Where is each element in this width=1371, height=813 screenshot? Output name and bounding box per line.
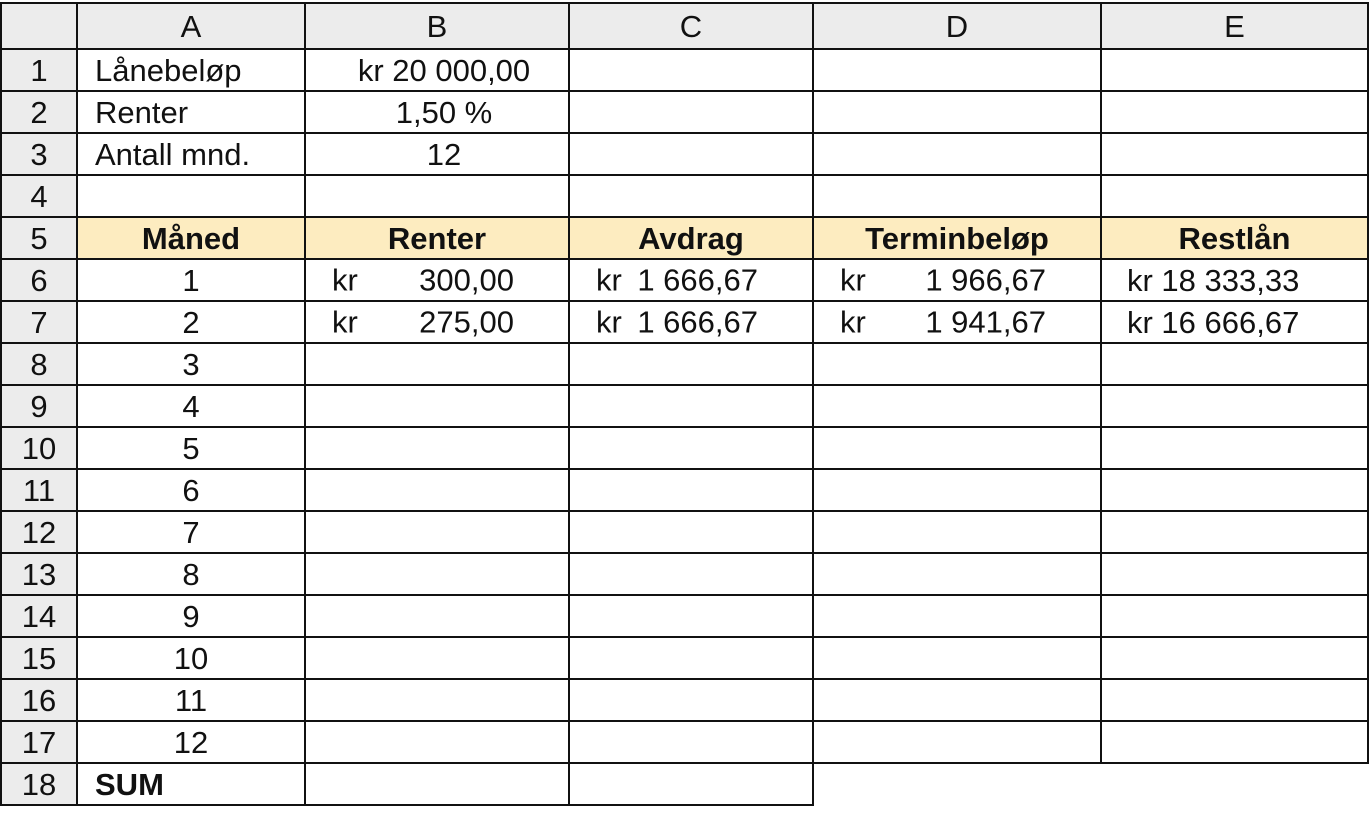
restlan-cell[interactable]: kr 18 333,33 xyxy=(1102,260,1369,302)
empty-cell[interactable] xyxy=(1102,50,1369,92)
empty-cell[interactable] xyxy=(1102,134,1369,176)
row-header-14[interactable]: 14 xyxy=(0,596,78,638)
input-label-cell[interactable]: Antall mnd. xyxy=(78,134,306,176)
terminbelop-amount: 1 966,67 xyxy=(925,262,1046,298)
avdrag-cell[interactable] xyxy=(570,344,814,386)
renter-cell[interactable] xyxy=(306,554,570,596)
row-header-10[interactable]: 10 xyxy=(0,428,78,470)
month-cell[interactable]: 1 xyxy=(78,260,306,302)
sum-label-cell[interactable]: SUM xyxy=(78,764,306,806)
empty-cell[interactable] xyxy=(570,176,814,218)
renter-cell[interactable] xyxy=(306,386,570,428)
empty-cell[interactable] xyxy=(78,176,306,218)
empty-cell[interactable] xyxy=(1102,176,1369,218)
empty-cell[interactable] xyxy=(814,176,1102,218)
avdrag-cell[interactable] xyxy=(570,428,814,470)
renter-cell[interactable] xyxy=(306,260,570,302)
month-cell[interactable]: 8 xyxy=(78,554,306,596)
currency-label: kr xyxy=(840,304,866,340)
empty-cell[interactable] xyxy=(570,50,814,92)
restlan-cell[interactable]: kr 16 666,67 xyxy=(1102,302,1369,344)
avdrag-cell[interactable] xyxy=(570,722,814,764)
month-cell[interactable]: 6 xyxy=(78,470,306,512)
row-header-13[interactable]: 13 xyxy=(0,554,78,596)
avdrag-amount: 1 666,67 xyxy=(637,262,758,298)
restlan-cell[interactable] xyxy=(1102,554,1369,596)
renter-cell[interactable] xyxy=(306,638,570,680)
select-all-corner[interactable] xyxy=(0,2,78,50)
renter-cell[interactable] xyxy=(306,596,570,638)
avdrag-cell[interactable] xyxy=(570,638,814,680)
column-header-d[interactable]: D xyxy=(814,2,1102,50)
avdrag-cell[interactable] xyxy=(570,554,814,596)
restlan-cell[interactable] xyxy=(1102,386,1369,428)
empty-cell[interactable] xyxy=(306,176,570,218)
input-value-cell[interactable]: kr 20 000,00 xyxy=(306,50,570,92)
restlan-cell[interactable] xyxy=(1102,722,1369,764)
sum-avdrag-cell[interactable] xyxy=(570,764,814,806)
restlan-cell[interactable] xyxy=(1102,512,1369,554)
avdrag-cell[interactable] xyxy=(570,680,814,722)
column-header-e[interactable]: E xyxy=(1102,2,1369,50)
month-cell[interactable]: 10 xyxy=(78,638,306,680)
avdrag-cell[interactable] xyxy=(570,386,814,428)
table-header-terminbelop[interactable]: Terminbeløp xyxy=(814,218,1102,260)
terminbelop-cell[interactable] xyxy=(814,428,1102,470)
row-header-11[interactable]: 11 xyxy=(0,470,78,512)
avdrag-cell[interactable] xyxy=(570,596,814,638)
empty-cell[interactable] xyxy=(570,134,814,176)
renter-cell[interactable] xyxy=(306,428,570,470)
row-header-1[interactable]: 1 xyxy=(0,50,78,92)
month-cell[interactable]: 5 xyxy=(78,428,306,470)
row-header-6[interactable]: 6 xyxy=(0,260,78,302)
month-cell[interactable]: 11 xyxy=(78,680,306,722)
table-header-maaned[interactable]: Måned xyxy=(78,218,306,260)
terminbelop-cell[interactable] xyxy=(814,470,1102,512)
input-label-cell[interactable]: Renter xyxy=(78,92,306,134)
avdrag-cell[interactable] xyxy=(570,470,814,512)
avdrag-cell[interactable] xyxy=(570,302,814,344)
column-header-c[interactable]: C xyxy=(570,2,814,50)
avdrag-cell[interactable] xyxy=(570,260,814,302)
row-header-7[interactable]: 7 xyxy=(0,302,78,344)
month-cell[interactable]: 9 xyxy=(78,596,306,638)
restlan-cell[interactable] xyxy=(1102,638,1369,680)
row-header-15[interactable]: 15 xyxy=(0,638,78,680)
row-header-18[interactable]: 18 xyxy=(0,764,78,806)
terminbelop-cell[interactable] xyxy=(814,680,1102,722)
empty-cell[interactable] xyxy=(814,134,1102,176)
terminbelop-cell[interactable] xyxy=(814,512,1102,554)
row-header-2[interactable]: 2 xyxy=(0,92,78,134)
row-header-8[interactable]: 8 xyxy=(0,344,78,386)
terminbelop-cell[interactable] xyxy=(814,596,1102,638)
currency-label: kr xyxy=(840,262,866,298)
empty-cell[interactable] xyxy=(814,50,1102,92)
input-value-cell[interactable]: 12 xyxy=(306,134,570,176)
month-cell[interactable]: 7 xyxy=(78,512,306,554)
currency-label: kr xyxy=(596,304,622,340)
renter-cell[interactable] xyxy=(306,722,570,764)
terminbelop-cell[interactable] xyxy=(814,344,1102,386)
table-header-renter[interactable]: Renter xyxy=(306,218,570,260)
row-header-16[interactable]: 16 xyxy=(0,680,78,722)
terminbelop-cell[interactable] xyxy=(814,302,1102,344)
column-header-b[interactable]: B xyxy=(306,2,570,50)
currency-label: kr xyxy=(596,262,622,298)
terminbelop-cell[interactable] xyxy=(814,260,1102,302)
month-cell[interactable]: 2 xyxy=(78,302,306,344)
month-cell[interactable]: 3 xyxy=(78,344,306,386)
renter-cell[interactable] xyxy=(306,512,570,554)
terminbelop-cell[interactable] xyxy=(814,386,1102,428)
terminbelop-cell[interactable] xyxy=(814,554,1102,596)
renter-amount: 275,00 xyxy=(419,304,514,340)
column-header-a[interactable]: A xyxy=(78,2,306,50)
currency-label: kr xyxy=(332,304,358,340)
renter-cell[interactable] xyxy=(306,470,570,512)
renter-cell[interactable] xyxy=(306,680,570,722)
sum-renter-cell[interactable] xyxy=(306,764,570,806)
empty-cell[interactable] xyxy=(1102,92,1369,134)
currency-label: kr xyxy=(332,262,358,298)
row-header-9[interactable]: 9 xyxy=(0,386,78,428)
empty-cell[interactable] xyxy=(570,92,814,134)
empty-cell[interactable] xyxy=(814,92,1102,134)
table-header-avdrag[interactable]: Avdrag xyxy=(570,218,814,260)
row-header-17[interactable]: 17 xyxy=(0,722,78,764)
row-header-3[interactable]: 3 xyxy=(0,134,78,176)
restlan-cell[interactable] xyxy=(1102,680,1369,722)
terminbelop-cell[interactable] xyxy=(814,722,1102,764)
month-cell[interactable]: 4 xyxy=(78,386,306,428)
row-header-4[interactable]: 4 xyxy=(0,176,78,218)
table-header-restlan[interactable]: Restlån xyxy=(1102,218,1369,260)
renter-cell[interactable] xyxy=(306,344,570,386)
avdrag-amount: 1 666,67 xyxy=(637,304,758,340)
restlan-cell[interactable] xyxy=(1102,470,1369,512)
terminbelop-amount: 1 941,67 xyxy=(925,304,1046,340)
row-header-12[interactable]: 12 xyxy=(0,512,78,554)
input-label-cell[interactable]: Lånebeløp xyxy=(78,50,306,92)
restlan-cell[interactable] xyxy=(1102,596,1369,638)
month-cell[interactable]: 12 xyxy=(78,722,306,764)
renter-amount: 300,00 xyxy=(419,262,514,298)
avdrag-cell[interactable] xyxy=(570,512,814,554)
row-header-5[interactable]: 5 xyxy=(0,218,78,260)
restlan-cell[interactable] xyxy=(1102,344,1369,386)
terminbelop-cell[interactable] xyxy=(814,638,1102,680)
restlan-cell[interactable] xyxy=(1102,428,1369,470)
input-value-cell[interactable]: 1,50 % xyxy=(306,92,570,134)
renter-cell[interactable] xyxy=(306,302,570,344)
